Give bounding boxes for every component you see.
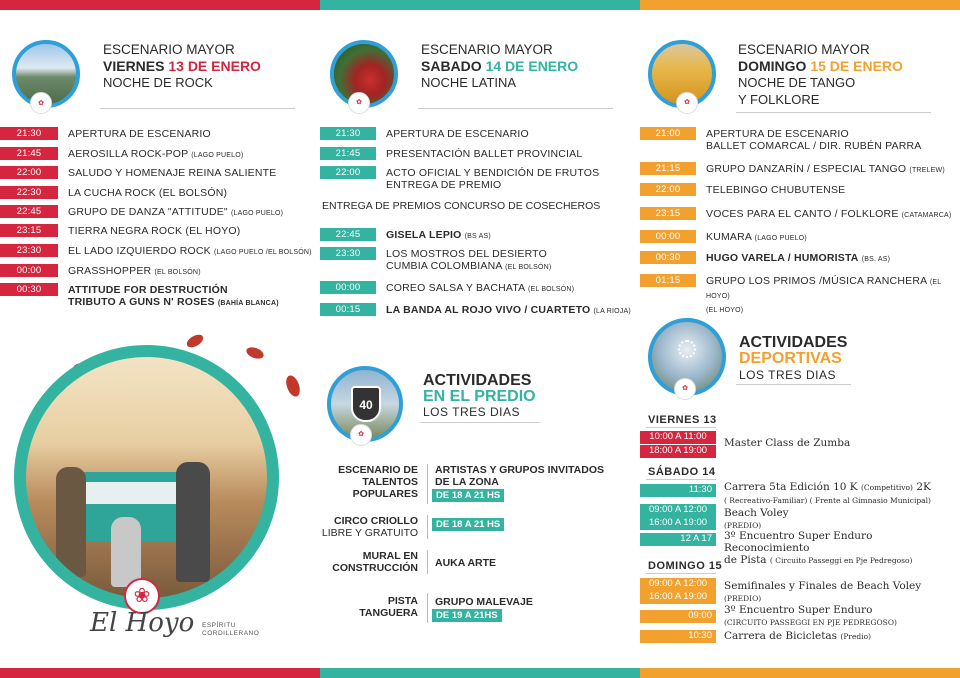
deportivas-title xyxy=(739,335,847,367)
predio-row2-label xyxy=(320,515,418,539)
col2-title: ESCENARIO MAYOR xyxy=(421,42,553,57)
col3-header xyxy=(738,42,903,108)
predio-title xyxy=(423,373,536,405)
col1-row-6 xyxy=(0,224,240,237)
col3-time-2: 21:15 xyxy=(640,162,696,175)
col2b-time-4: 00:15 xyxy=(320,303,376,316)
col2-time-1: 21:30 xyxy=(320,127,376,140)
col1-time-5: 22:45 xyxy=(0,205,58,218)
sabado-time-4 xyxy=(640,533,716,546)
predio-row2-l2: LIBRE Y GRATUITO xyxy=(321,527,418,539)
col1-title-5: GRUPO DE DANZA "ATTITUDE" xyxy=(68,206,228,218)
petal-4 xyxy=(284,374,303,399)
viernes-time-1-a: 10:00 A 11:00 xyxy=(649,431,707,442)
col1-note-2: (LAGO PUELO) xyxy=(191,152,244,159)
col1-title-7: EL LADO IZQUIERDO ROCK xyxy=(68,245,211,257)
col1-row-7 xyxy=(0,244,312,259)
bottom-bar-orange xyxy=(640,668,960,678)
col2b-title-1: GISELA LEPIO xyxy=(386,229,462,241)
col3-title-5: KUMARA xyxy=(706,231,752,243)
domingo-time-1 xyxy=(640,578,716,591)
col3-time-1: 21:00 xyxy=(640,127,696,140)
col1-note-7: (LAGO PUELO /EL BOLSÓN) xyxy=(214,249,312,256)
sabado-item-1-textb: 2K xyxy=(916,481,931,493)
col2b-note-3: (EL BOLSÓN) xyxy=(527,286,575,293)
col3-text-5 xyxy=(696,230,807,245)
col3-note-5: (LAGO PUELO) xyxy=(754,235,807,242)
predio-row2-l1: CIRCO CRIOLLO xyxy=(334,515,418,527)
domingo-time-1-a: 09:00 A 12:00 xyxy=(648,578,708,589)
viernes-heading: VIERNES 13 xyxy=(648,414,717,426)
col1-time-4: 22:30 xyxy=(0,186,58,199)
col1-title-9: ATTITUDE FOR DESTRUCTIÓN xyxy=(68,284,228,296)
sabado-rule xyxy=(646,479,716,480)
predio-row1-l2: TALENTOS xyxy=(362,476,418,488)
col2b-text-1 xyxy=(376,228,491,243)
road-sign xyxy=(351,386,381,422)
col2-row-1 xyxy=(320,127,529,140)
col3-row-6 xyxy=(640,251,890,266)
predio-row3-value: AUKA ARTE xyxy=(435,557,497,569)
col2b-text-3 xyxy=(376,281,574,296)
predio-row1-l3: POPULARES xyxy=(352,488,418,500)
domingo-item-3-text: Carrera de Bicicletas xyxy=(724,630,838,642)
top-bar-red xyxy=(0,0,320,10)
col2b-title-4: LA BANDA AL ROJO VIVO / CUARTETO xyxy=(386,304,591,316)
predio-sub: LOS TRES DIAS xyxy=(423,405,520,419)
col2-title2-3: ENTREGA DE PREMIO xyxy=(386,179,502,191)
col1-time-7: 23:30 xyxy=(0,244,58,257)
sabado-item-1-text: Carrera 5ta Edición 10 K xyxy=(724,481,858,493)
petal-1 xyxy=(185,332,206,350)
col1-time-2: 21:45 xyxy=(0,147,58,160)
col3-row-3 xyxy=(640,183,845,196)
col1-title-8: GRASSHOPPER xyxy=(68,265,152,277)
logo-tag2: CORDILLERANO xyxy=(202,630,260,637)
col1-time-1: 21:30 xyxy=(0,127,58,140)
deportivas-sub: LOS TRES DIAS xyxy=(739,368,836,382)
van-window xyxy=(81,482,191,504)
logo-name: El Hoyo xyxy=(90,608,195,638)
road-sign-number: 40 xyxy=(359,398,373,412)
predio-row1-v1: ARTISTAS Y GRUPOS INVITADOS xyxy=(435,464,604,476)
domingo-time-2-a: 09:00 xyxy=(688,610,712,621)
bottom-bar-red xyxy=(0,668,320,678)
sabado-item-1 xyxy=(724,481,931,507)
logo-mini-2: ✿ xyxy=(348,92,370,114)
col2-row-2 xyxy=(320,147,582,160)
col1-time-8: 00:00 xyxy=(0,264,58,277)
petal-2 xyxy=(245,345,265,361)
col2-entrega: ENTREGA DE PREMIOS CONCURSO DE COSECHEROS xyxy=(322,200,601,212)
col1-rule xyxy=(100,108,295,109)
viernes-item-1: Master Class de Zumba xyxy=(724,437,851,449)
col2-text-2 xyxy=(376,147,582,160)
col3-rule xyxy=(736,112,931,113)
col1-text-8 xyxy=(58,264,201,279)
sabado-time-1 xyxy=(640,484,716,497)
col3-text-3 xyxy=(696,183,845,196)
predio-t2: EN EL PREDIO xyxy=(423,388,536,405)
sabado-item-2-sub: (PREDIO) xyxy=(724,521,762,530)
col3-time-3: 22:00 xyxy=(640,183,696,196)
col1-row-3 xyxy=(0,166,277,179)
col3-row-7 xyxy=(640,274,960,317)
col2-text-1 xyxy=(376,127,529,140)
col1-title: ESCENARIO MAYOR xyxy=(103,42,235,57)
predio-row1-label xyxy=(320,464,418,500)
col1-row-8 xyxy=(0,264,201,279)
sabado-time-2 xyxy=(640,504,716,517)
predio-row4-l2: TANGUERA xyxy=(359,607,418,619)
predio-row1-l1: ESCENARIO DE xyxy=(338,464,418,476)
col2b-note-4: (LA RIOJA) xyxy=(593,308,631,315)
col3-note-4: (CATAMARCA) xyxy=(901,212,952,219)
predio-divider-2 xyxy=(427,515,428,539)
col3-text-4 xyxy=(696,207,951,222)
predio-row1-v2: DE LA ZONA xyxy=(435,476,499,488)
predio-row4-label xyxy=(320,595,418,619)
col3-text-1 xyxy=(696,127,922,152)
col1-note-8: (EL BOLSÓN) xyxy=(154,269,201,276)
top-bar-orange xyxy=(640,0,960,10)
raspberry-icon: ❀ xyxy=(124,578,160,614)
col1-title-2: AEROSILLA ROCK-POP xyxy=(68,148,189,160)
col1-title-6: TIERRA NEGRA ROCK (EL HOYO) xyxy=(68,225,241,237)
col1-text-1 xyxy=(58,127,211,140)
col2-row-3 xyxy=(320,166,599,191)
col3-title-4: VOCES PARA EL CANTO / FOLKLORE xyxy=(706,208,899,220)
domingo-item-1 xyxy=(724,580,921,605)
dandelion xyxy=(678,340,696,358)
col2b-time-2: 23:30 xyxy=(320,247,376,260)
viernes-time-1 xyxy=(640,431,716,444)
col2b-title-3: COREO SALSA Y BACHATA xyxy=(386,282,525,294)
col3-title-3: TELEBINGO CHUBUTENSE xyxy=(706,184,846,196)
sabado-item-3 xyxy=(724,530,960,567)
domingo-time-4 xyxy=(640,630,716,643)
col3-note-7: (EL HOYO) xyxy=(706,279,942,300)
domingo-time-3-a: 10:30 xyxy=(688,630,712,641)
sabado-time-2-a: 09:00 A 12:00 xyxy=(648,504,708,515)
predio-row4-tag: DE 19 A 21HS xyxy=(432,609,502,622)
col3-row-5 xyxy=(640,230,807,245)
col1-text-2 xyxy=(58,147,243,162)
domingo-item-2-sub: (CIRCUITO PASSEGGI EN PJE PEDREGOSO) xyxy=(724,618,897,627)
col3-time-4: 23:15 xyxy=(640,207,696,220)
col2-time-3: 22:00 xyxy=(320,166,376,179)
domingo-item-1-text: Semifinales y Finales de Beach Voley xyxy=(724,580,922,592)
van-illustration xyxy=(14,345,279,610)
col1-text-4 xyxy=(58,186,227,199)
col3-text-6 xyxy=(696,251,890,266)
col3-row-2 xyxy=(640,162,945,177)
col1-row-1 xyxy=(0,127,211,140)
logo-tag1: ESPÍRITU xyxy=(202,622,236,629)
col3-row-1 xyxy=(640,127,922,152)
domingo-time-2 xyxy=(640,591,716,604)
col1-text-5 xyxy=(58,205,283,220)
col1-title-4: LA CUCHA ROCK (EL BOLSÓN) xyxy=(68,187,228,199)
viernes-time-2 xyxy=(640,445,716,458)
sabado-item-2 xyxy=(724,507,789,532)
col2-header xyxy=(421,42,578,91)
col1-row-9 xyxy=(0,283,279,310)
col2-text-3 xyxy=(376,166,599,191)
predio-row3-label xyxy=(320,550,418,574)
col3-title-6: HUGO VARELA / HUMORISTA xyxy=(706,252,859,264)
sabado-item-2-text: Beach Voley xyxy=(724,507,789,519)
col1-title-1: APERTURA DE ESCENARIO xyxy=(68,128,211,140)
col2b-row-1 xyxy=(320,228,491,243)
bottom-bar-teal xyxy=(320,668,640,678)
col3-text-2 xyxy=(696,162,945,177)
col3-title-7: GRUPO LOS PRIMOS /MÚSICA RANCHERA xyxy=(706,275,927,287)
col3-title2-1: BALLET COMARCAL / DIR. RUBÉN PARRA xyxy=(706,140,922,152)
col1-time-3: 22:00 xyxy=(0,166,58,179)
predio-row2-tag: DE 18 A 21 HS xyxy=(432,518,504,531)
col1-note-9: (BAHÍA BLANCA) xyxy=(217,300,279,307)
col1-header xyxy=(103,42,261,91)
top-bar-teal xyxy=(320,0,640,10)
predio-row1-value xyxy=(435,464,604,488)
col1-text-6 xyxy=(58,224,240,237)
col1-title2-9: TRIBUTO A GUNS N' ROSES xyxy=(68,296,215,308)
col1-text-7 xyxy=(58,244,312,259)
logo-mini-3: ✿ xyxy=(676,92,698,114)
sabado-item-1-sub: ( Recreativo-Familiar) ( Frente al Gimnasio Municipal) xyxy=(724,496,931,505)
domingo-heading: DOMINGO 15 xyxy=(648,560,723,572)
domingo-rule xyxy=(646,573,716,574)
viernes-rule xyxy=(646,427,716,428)
domingo-item-3-sub: (Predio) xyxy=(840,632,872,641)
col2b-text-2 xyxy=(376,247,551,274)
predio-row1-tag: DE 18 A 21 HS xyxy=(432,489,504,502)
domingo-time-3 xyxy=(640,610,716,623)
sabado-time-3-a: 12 A 17 xyxy=(680,533,712,544)
col3-row-4 xyxy=(640,207,951,222)
domingo-time-1-b: 16:00 A 19:00 xyxy=(648,591,708,602)
sabado-item-3-text2: de Pista xyxy=(724,554,767,566)
col1-date: 13 DE ENERO xyxy=(168,58,261,74)
predio-row4-l1: PISTA xyxy=(387,595,418,607)
predio-row4-value: GRUPO MALEVAJE xyxy=(435,596,533,608)
col1-text-3 xyxy=(58,166,277,179)
person-1 xyxy=(56,467,86,577)
predio-divider-3 xyxy=(427,550,428,574)
col3-day: DOMINGO xyxy=(738,58,807,74)
logo-mini-1: ✿ xyxy=(30,92,52,114)
sabado-heading: SÁBADO 14 xyxy=(648,466,716,478)
col1-time-9: 00:30 xyxy=(0,283,58,296)
col2-title-3: ACTO OFICIAL Y BENDICIÓN DE FRUTOS xyxy=(386,167,600,179)
col1-row-5 xyxy=(0,205,283,220)
col2b-title-2: LOS MOSTROS DEL DESIERTO xyxy=(386,248,547,260)
domingo-item-1-sub: (PREDIO) xyxy=(724,594,762,603)
col2-title-1: APERTURA DE ESCENARIO xyxy=(386,128,529,140)
col3-note-7: (EL HOYO) xyxy=(706,307,744,314)
col2-title-2: PRESENTACIÓN BALLET PROVINCIAL xyxy=(386,148,583,160)
col1-text-9 xyxy=(58,283,279,310)
sabado-time-3 xyxy=(640,517,716,530)
col2-sub: NOCHE LATINA xyxy=(421,75,517,90)
deportivas-t2: DEPORTIVAS xyxy=(739,350,842,367)
logo-mini-4: ✿ xyxy=(350,424,372,446)
predio-row3-l1: MURAL EN xyxy=(362,550,418,562)
col1-time-6: 23:15 xyxy=(0,224,58,237)
col3-time-6: 00:30 xyxy=(640,251,696,264)
sabado-item-3-text: 3º Encuentro Super Enduro Reconocimiento xyxy=(724,530,873,554)
col2-rule xyxy=(418,108,613,109)
col2b-row-4 xyxy=(320,303,631,318)
sabado-time-2-b: 16:00 A 19:00 xyxy=(648,517,708,528)
col3-text-7 xyxy=(696,274,960,317)
col3-title-2: GRUPO DANZARÍN / ESPECIAL TANGO xyxy=(706,163,907,175)
col1-title-3: SALUDO Y HOMENAJE REINA SALIENTE xyxy=(68,167,277,179)
col1-row-4 xyxy=(0,186,227,199)
col2b-note-1: (BS AS) xyxy=(464,233,491,240)
col2-day: SABADO xyxy=(421,58,482,74)
predio-rule xyxy=(420,422,540,423)
col3-date: 15 DE ENERO xyxy=(810,58,903,74)
col3-title-1: APERTURA DE ESCENARIO xyxy=(706,128,849,140)
predio-t1: ACTIVIDADES xyxy=(423,372,532,389)
col3-time-5: 00:00 xyxy=(640,230,696,243)
viernes-time-1-b: 18:00 A 19:00 xyxy=(648,445,708,456)
col3-title: ESCENARIO MAYOR xyxy=(738,42,870,57)
col1-row-2 xyxy=(0,147,243,162)
col2b-time-1: 22:45 xyxy=(320,228,376,241)
predio-divider-4 xyxy=(427,593,428,623)
deportivas-t1: ACTIVIDADES xyxy=(739,334,848,351)
col2b-row-3 xyxy=(320,281,574,296)
person-3 xyxy=(111,517,141,587)
logo-mini-5: ✿ xyxy=(674,378,696,400)
sabado-item-3-sub: ( Circuito Passeggi en Pje Pedregoso) xyxy=(769,556,913,565)
col1-day: VIERNES xyxy=(103,58,165,74)
col2b-text-4 xyxy=(376,303,631,318)
predio-divider-1 xyxy=(427,464,428,504)
domingo-item-2-text: 3º Encuentro Super Enduro xyxy=(724,604,873,616)
deportivas-rule xyxy=(736,384,851,385)
sabado-time-1-a: 11:30 xyxy=(688,484,712,495)
col3-sub2: Y FOLKLORE xyxy=(738,92,820,107)
sabado-item-1-note: (Competitivo) xyxy=(860,483,913,492)
col1-sub: NOCHE DE ROCK xyxy=(103,75,213,90)
col2b-note-2: (EL BOLSÓN) xyxy=(505,264,552,271)
col2b-row-2 xyxy=(320,247,551,274)
col3-time-7: 01:15 xyxy=(640,274,696,287)
col2-date: 14 DE ENERO xyxy=(485,58,579,74)
domingo-item-3 xyxy=(724,630,871,643)
col2b-title2-2: CUMBIA COLOMBIANA xyxy=(386,260,503,272)
person-2 xyxy=(176,462,210,582)
col3-note-6: (BS. AS) xyxy=(861,256,891,263)
predio-row3-l2: CONSTRUCCIÓN xyxy=(332,562,418,574)
el-hoyo-logo xyxy=(80,578,260,648)
col2b-time-3: 00:00 xyxy=(320,281,376,294)
col3-sub: NOCHE DE TANGO xyxy=(738,75,856,90)
col3-note-2: (TRELEW) xyxy=(909,167,945,174)
col2-time-2: 21:45 xyxy=(320,147,376,160)
domingo-item-2 xyxy=(724,604,897,629)
col1-note-5: (LAGO PUELO) xyxy=(230,210,284,217)
